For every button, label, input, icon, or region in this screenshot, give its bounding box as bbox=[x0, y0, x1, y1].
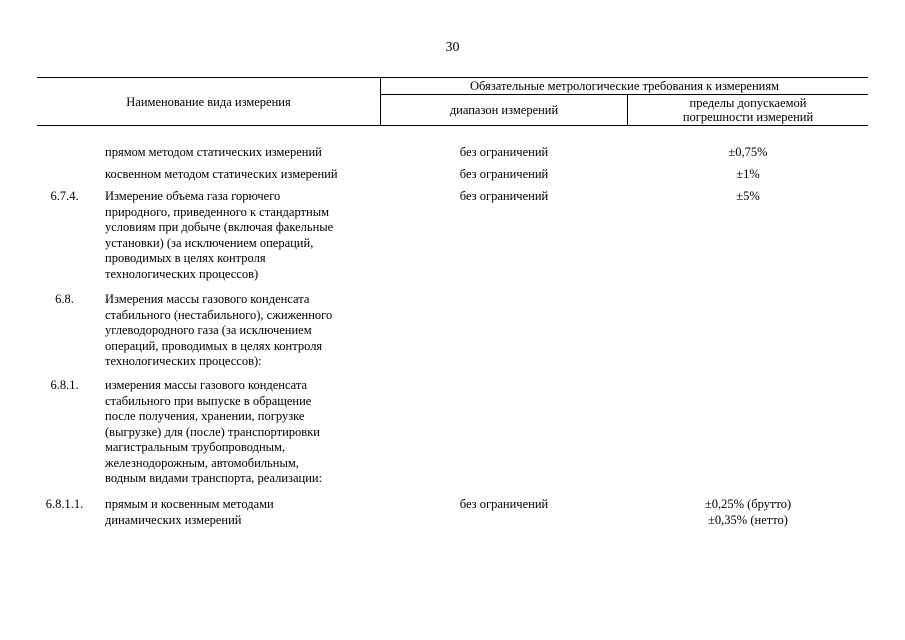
header-requirements-group: Обязательные метрологические требования к измерениям bbox=[469, 79, 780, 93]
page-number: 30 bbox=[445, 40, 460, 55]
row-measurement-range: без ограничений bbox=[459, 167, 549, 181]
row-measurement-name: измерения массы газового конденсата стабильного при выпуске в обращение после получения, хранении, погрузке (выгрузке) для (после) транспортировки магистральным трубопроводным, железнодорожным, автомобильным, водным видами транспорта, реализации: bbox=[105, 378, 323, 485]
row-error-limit: ±5% bbox=[736, 189, 760, 203]
row-measurement-range: без ограничений bbox=[459, 145, 549, 159]
row-measurement-range: без ограничений bbox=[459, 497, 549, 511]
row-number: 6.8.1.1. bbox=[45, 497, 84, 511]
row-number: 6.7.4. bbox=[50, 189, 79, 203]
header-range-column: диапазон измерений bbox=[449, 103, 559, 117]
table-top-rule bbox=[37, 77, 868, 78]
row-measurement-range: без ограничений bbox=[459, 189, 549, 203]
row-error-limit: ±0,75% bbox=[728, 145, 768, 159]
row-measurement-name: косвенном методом статических измерений bbox=[105, 167, 338, 181]
row-error-limit: ±1% bbox=[736, 167, 760, 181]
header-name-column: Наименование вида измерения bbox=[126, 95, 291, 109]
header-group-rule bbox=[380, 94, 868, 95]
row-measurement-name: Измерение объема газа горючего природного, приведенного к стандартным условиям при добыче (включая факельные установки) (за исключением операций, проводимых в целях контроля технологических процессов) bbox=[105, 189, 334, 281]
row-number: 6.8.1. bbox=[50, 378, 79, 392]
header-error-column: пределы допускаемой погрешности измерений bbox=[682, 96, 814, 124]
header-bottom-rule bbox=[37, 125, 868, 126]
row-measurement-name: Измерения массы газового конденсата стабильного (нестабильного), сжиженного углеводородного газа (за исключением операций, проводимых в целях контроля технологических процессов): bbox=[105, 292, 333, 368]
row-error-limit: ±0,25% (брутто) ±0,35% (нетто) bbox=[704, 497, 792, 527]
row-measurement-name: прямом методом статических измерений bbox=[105, 145, 322, 159]
row-measurement-name: прямым и косвенным методами динамических измерений bbox=[105, 497, 274, 527]
row-number: 6.8. bbox=[55, 292, 74, 306]
